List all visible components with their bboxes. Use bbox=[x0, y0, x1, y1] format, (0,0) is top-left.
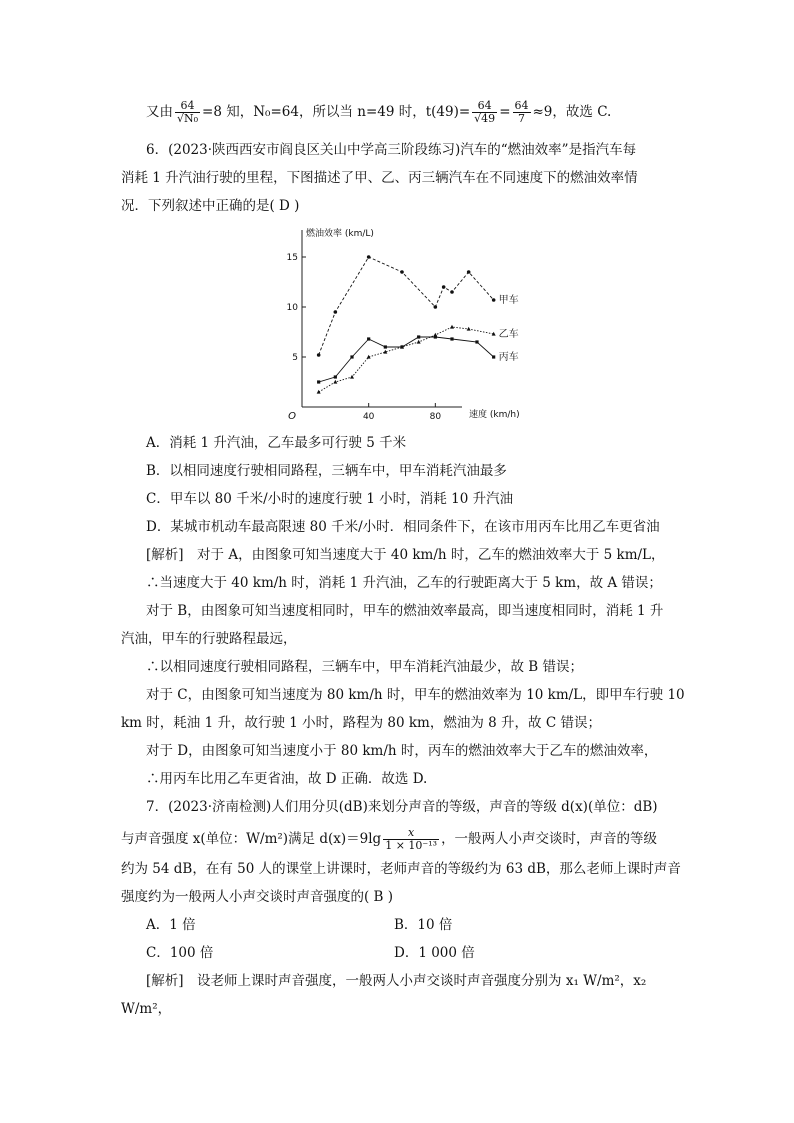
data-point bbox=[467, 327, 471, 331]
analysis-line: 对于 B，由图象可知当速度相同时，甲车的燃油效率最高，即当速度相同时，消耗 1 升 bbox=[146, 603, 664, 619]
text: ，一般两人小声交谈时，声音的等级 bbox=[441, 831, 658, 847]
series-line-丙车 bbox=[319, 337, 494, 382]
x-tick-label: 80 bbox=[429, 412, 442, 422]
question-6-line: 况．下列叙述中正确的是( D ) bbox=[121, 198, 300, 214]
y-tick-label: 5 bbox=[292, 353, 298, 363]
fraction: $\frac{64}{\text{√N₀}}$ bbox=[177, 99, 199, 125]
analysis-line: km 时，耗油 1 升，故行驶 1 小时，路程为 80 km，燃油为 8 升，故 C 错误； bbox=[121, 715, 601, 731]
data-point bbox=[492, 355, 495, 358]
x-tick-label: 40 bbox=[362, 412, 375, 422]
text: =8 知，N₀=64，所以当 n=49 时，t(49)= bbox=[202, 104, 471, 120]
data-point bbox=[317, 390, 321, 394]
option-c: C．100 倍 bbox=[146, 945, 214, 961]
option-a: A．1 倍 bbox=[146, 917, 196, 933]
analysis-line: [解析] 设老师上课时声音强度，一般两人小声交谈时声音强度分别为 x₁ W/m²，x₂ bbox=[146, 973, 647, 989]
data-point bbox=[384, 345, 387, 348]
analysis-line: ∴用丙车比用乙车更省油，故 D 正确．故选 D. bbox=[146, 771, 428, 787]
analysis-line: W/m²， bbox=[121, 1001, 172, 1017]
question-7-line: 约为 54 dB，在有 50 人的课堂上讲课时，老师声音的等级约为 63 dB，那么老师上课时声音 bbox=[121, 861, 681, 877]
option-a: A．消耗 1 升汽油，乙车最多可行驶 5 千米 bbox=[146, 435, 407, 451]
fraction: $\frac{x}{\text{1 × 10⁻¹³}}$ bbox=[385, 826, 438, 852]
data-point bbox=[450, 325, 454, 329]
option-d: D．1 000 倍 bbox=[394, 945, 475, 961]
text: ≈9，故选 C. bbox=[532, 104, 612, 120]
data-point bbox=[350, 375, 354, 379]
y-tick-label: 10 bbox=[286, 303, 298, 313]
data-point bbox=[334, 310, 338, 314]
series-line-乙车 bbox=[319, 327, 494, 392]
data-point bbox=[434, 305, 438, 309]
question-6-line: 6．(2023·陕西西安市阎良区关山中学高三阶段练习)汽车的“燃油效率”是指汽车每 bbox=[146, 142, 637, 158]
data-point bbox=[333, 380, 337, 384]
data-point bbox=[400, 270, 404, 274]
chart-title: 燃油效率 (km/L) bbox=[306, 229, 374, 239]
data-point bbox=[450, 290, 454, 294]
data-point bbox=[317, 380, 320, 383]
option-b: B．以相同速度行驶相同路程，三辆车中，甲车消耗汽油最多 bbox=[146, 463, 507, 479]
data-point bbox=[450, 337, 453, 340]
option-c: C．甲车以 80 千米/小时的速度行驶 1 小时，消耗 10 升汽油 bbox=[146, 491, 514, 507]
data-point bbox=[350, 355, 353, 358]
data-point bbox=[492, 298, 496, 302]
option-d: D．某城市机动车最高限速 80 千米/小时．相同条件下，在该市用丙车比用乙车更省油 bbox=[146, 519, 660, 535]
data-point bbox=[417, 340, 421, 344]
data-point bbox=[367, 337, 370, 340]
data-point bbox=[367, 255, 371, 259]
fraction: $\frac{64}{7}$ bbox=[514, 99, 529, 125]
data-point bbox=[317, 353, 321, 357]
text: 与声音强度 x(单位：W/m²)满足 d(x)＝9lg bbox=[121, 831, 382, 847]
text: = bbox=[499, 104, 511, 120]
analysis-line: [解析] 对于 A，由图象可知当速度大于 40 km/h 时，乙车的燃油效率大于 5 km/L， bbox=[146, 547, 665, 563]
analysis-line: 汽油，甲车的行驶路程最远， bbox=[121, 631, 297, 647]
data-point bbox=[475, 340, 478, 343]
origin-label: O bbox=[288, 411, 296, 422]
x-axis-label: 速度 (km/h) bbox=[469, 410, 520, 420]
data-point bbox=[442, 285, 446, 289]
fuel-efficiency-chart bbox=[282, 222, 532, 432]
legend-label: 乙车 bbox=[498, 329, 519, 340]
legend-label: 丙车 bbox=[498, 352, 519, 363]
data-point bbox=[434, 335, 437, 338]
analysis-line: 对于 C，由图象可知当速度为 80 km/h 时，甲车的燃油效率为 10 km/L，即甲车行驶 10 bbox=[146, 687, 685, 703]
legend-label: 甲车 bbox=[498, 295, 519, 306]
data-point bbox=[417, 335, 420, 338]
data-point bbox=[334, 375, 337, 378]
question-7-line: 强度约为一般两人小声交谈时声音强度的( B ) bbox=[121, 889, 394, 905]
question-6-line: 消耗 1 升汽油行驶的里程，下图描述了甲、乙、丙三辆汽车在不同速度下的燃油效率情 bbox=[121, 170, 638, 186]
option-b: B．10 倍 bbox=[394, 917, 453, 933]
data-point bbox=[467, 270, 471, 274]
data-point bbox=[400, 345, 403, 348]
y-tick-label: 15 bbox=[286, 253, 298, 263]
question-7-line bbox=[121, 827, 657, 852]
text: 又由 bbox=[146, 104, 173, 120]
text-line bbox=[146, 100, 611, 125]
fraction: $\frac{64}{√49}$ bbox=[474, 99, 496, 125]
analysis-line: ∴以相同速度行驶相同路程，三辆车中，甲车消耗汽油最少，故 B 错误； bbox=[146, 659, 584, 675]
analysis-line: 对于 D，由图象可知当速度小于 80 km/h 时，丙车的燃油效率大于乙车的燃油效率， bbox=[146, 743, 658, 759]
analysis-line: ∴当速度大于 40 km/h 时，消耗 1 升汽油，乙车的行驶距离大于 5 km，故 A 错误； bbox=[146, 575, 662, 591]
question-7-line: 7．(2023·济南检测)人们用分贝(dB)来划分声音的等级，声音的等级 d(x)(单位：dB) bbox=[146, 799, 658, 815]
